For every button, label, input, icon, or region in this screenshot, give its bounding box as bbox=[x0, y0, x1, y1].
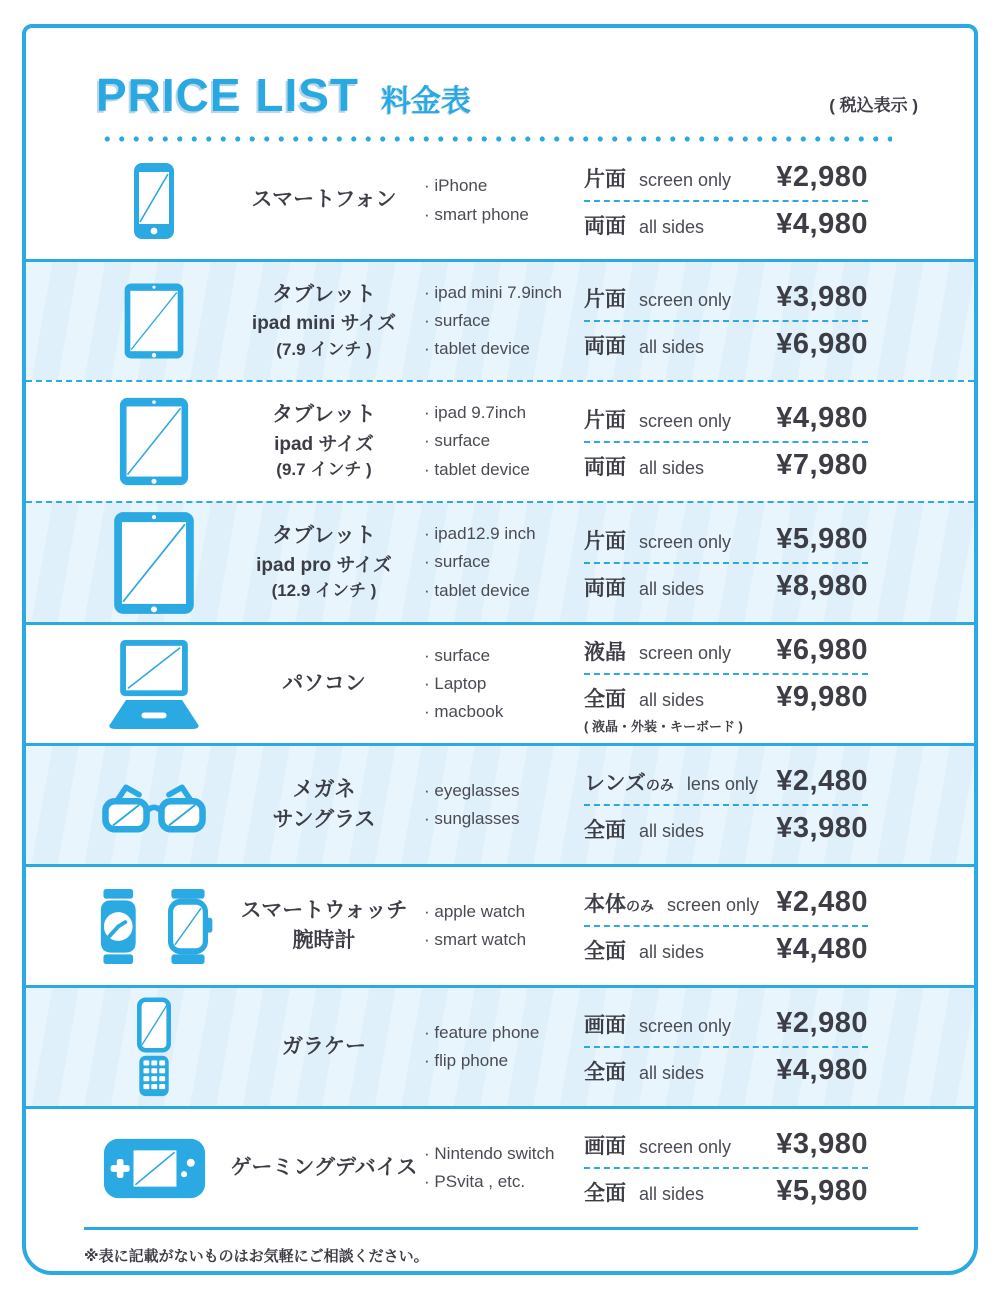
price-label-jp: 片面 bbox=[584, 288, 626, 311]
price-label-en: all sides bbox=[639, 942, 705, 962]
price-main bbox=[584, 812, 868, 845]
item-examples bbox=[424, 1019, 584, 1075]
item-name-line: ipad mini サイズ bbox=[251, 313, 397, 335]
price-value: ¥3,980 bbox=[776, 281, 868, 313]
price-label-en: all sides bbox=[639, 1184, 705, 1204]
item-name-line: タブレット bbox=[272, 403, 376, 427]
item-examples bbox=[424, 520, 584, 604]
price-main bbox=[584, 886, 868, 919]
price-row bbox=[26, 259, 974, 380]
price-line bbox=[584, 628, 868, 673]
item-name-line: ガラケー bbox=[282, 1034, 366, 1058]
price-label-jp: 両面 bbox=[584, 335, 626, 358]
price-block bbox=[584, 275, 868, 367]
page-title: PRICE LIST bbox=[96, 69, 360, 121]
price-block bbox=[584, 880, 868, 972]
price-label-en: all sides bbox=[639, 216, 705, 237]
price-main bbox=[584, 208, 868, 241]
price-block bbox=[584, 1001, 868, 1093]
gaming-device-icon bbox=[84, 1134, 224, 1203]
price-line bbox=[584, 441, 868, 488]
item-name-line: スマートウォッチ bbox=[240, 898, 408, 922]
price-value: ¥4,980 bbox=[776, 1054, 868, 1086]
item-name-line: ipad サイズ bbox=[274, 433, 374, 455]
item-name bbox=[224, 775, 424, 836]
price-label-jp: 片面 bbox=[584, 167, 626, 191]
price-main bbox=[584, 933, 868, 966]
price-line bbox=[584, 759, 868, 804]
item-examples bbox=[424, 898, 584, 954]
price-main bbox=[584, 449, 868, 482]
price-value: ¥2,980 bbox=[776, 160, 868, 193]
price-rows bbox=[26, 142, 974, 1227]
price-value: ¥3,980 bbox=[776, 1128, 868, 1160]
price-label-jp: 本体のみ bbox=[584, 893, 654, 916]
example-item: · iPhone bbox=[424, 172, 584, 200]
tax-included-note: ( 税込表示 ) bbox=[829, 96, 918, 115]
price-main bbox=[584, 402, 868, 435]
glasses-icon bbox=[84, 772, 224, 838]
price-value: ¥3,980 bbox=[776, 812, 868, 844]
item-name-line: タブレット bbox=[272, 282, 376, 306]
footer bbox=[26, 1227, 974, 1271]
price-block bbox=[584, 155, 868, 247]
price-line bbox=[584, 1001, 868, 1046]
price-block bbox=[584, 517, 868, 609]
item-name-line: タブレット bbox=[272, 524, 376, 548]
price-label-jp-suffix: のみ bbox=[645, 777, 674, 793]
price-line bbox=[584, 562, 868, 609]
item-name-line: 腕時計 bbox=[292, 929, 356, 952]
item-name-line: スマートフォン bbox=[251, 188, 397, 212]
price-row bbox=[26, 864, 974, 985]
example-item: · smart phone bbox=[424, 201, 584, 229]
example-item: · Nintendo switch bbox=[424, 1140, 584, 1168]
price-value: ¥4,480 bbox=[776, 933, 868, 965]
item-examples bbox=[424, 399, 584, 483]
price-label-en: screen only bbox=[639, 290, 732, 310]
item-name-line: (12.9 インチ ) bbox=[271, 581, 377, 601]
price-main bbox=[584, 281, 868, 314]
price-label-en: all sides bbox=[639, 578, 705, 599]
item-name-line: パソコン bbox=[282, 671, 366, 695]
price-line bbox=[584, 925, 868, 972]
flip-phone-icon bbox=[84, 997, 224, 1098]
item-name bbox=[224, 185, 424, 215]
price-row bbox=[26, 622, 974, 743]
price-row bbox=[26, 501, 974, 622]
price-label-en: all sides bbox=[639, 689, 705, 710]
example-item: · surface bbox=[424, 548, 584, 576]
price-value: ¥7,980 bbox=[776, 448, 868, 481]
price-main bbox=[584, 523, 868, 556]
item-name-line: (9.7 インチ ) bbox=[276, 460, 372, 480]
price-row bbox=[26, 380, 974, 501]
price-block bbox=[584, 1122, 868, 1214]
example-item: · smart watch bbox=[424, 926, 584, 954]
price-label-jp: 全面 bbox=[584, 1061, 626, 1084]
price-row bbox=[26, 142, 974, 259]
price-block bbox=[584, 396, 868, 488]
price-label-en: all sides bbox=[639, 337, 705, 357]
item-name-line: メガネ bbox=[292, 777, 356, 801]
price-line bbox=[584, 275, 868, 320]
price-label-en: screen only bbox=[639, 1137, 732, 1157]
example-item: · tablet device bbox=[424, 456, 584, 484]
price-row bbox=[26, 985, 974, 1106]
price-value: ¥2,480 bbox=[776, 886, 868, 918]
example-item: · tablet device bbox=[424, 577, 584, 605]
price-line bbox=[584, 1122, 868, 1167]
price-note: ( 液晶・外装・キーボード ) bbox=[584, 718, 743, 734]
price-block bbox=[584, 628, 868, 741]
price-label-en: lens only bbox=[686, 774, 758, 794]
smartphone-icon bbox=[84, 161, 224, 241]
price-label-jp: レンズのみ bbox=[584, 772, 674, 795]
price-label-jp: 全面 bbox=[584, 687, 626, 711]
item-name-line: (7.9 インチ ) bbox=[276, 339, 372, 359]
price-value: ¥9,980 bbox=[776, 680, 868, 713]
example-item: · macbook bbox=[424, 698, 584, 726]
item-name-line: ipad pro サイズ bbox=[256, 554, 392, 576]
tablet-icon bbox=[84, 395, 224, 488]
item-examples bbox=[424, 777, 584, 833]
example-item: · surface bbox=[424, 427, 584, 455]
price-label-jp: 両面 bbox=[584, 214, 626, 238]
example-item: · ipad 9.7inch bbox=[424, 399, 584, 427]
laptop-icon bbox=[84, 636, 224, 733]
price-main bbox=[584, 328, 868, 361]
price-label-jp: 画面 bbox=[584, 1135, 626, 1158]
price-main bbox=[584, 765, 868, 798]
example-item: · ipad mini 7.9inch bbox=[424, 279, 584, 307]
price-value: ¥6,980 bbox=[776, 633, 868, 666]
example-item: · surface bbox=[424, 307, 584, 335]
price-label-jp: 両面 bbox=[584, 576, 626, 600]
price-label-jp: 全面 bbox=[584, 940, 626, 963]
price-main bbox=[584, 1054, 868, 1087]
example-item: · tablet device bbox=[424, 335, 584, 363]
example-item: · eyeglasses bbox=[424, 777, 584, 805]
item-name bbox=[224, 521, 424, 604]
price-value: ¥5,980 bbox=[776, 522, 868, 555]
price-line bbox=[584, 1046, 868, 1093]
price-label-jp: 片面 bbox=[584, 529, 626, 553]
price-label-en: all sides bbox=[639, 1063, 705, 1083]
header bbox=[26, 28, 974, 142]
example-item: · surface bbox=[424, 642, 584, 670]
price-line bbox=[584, 673, 868, 741]
item-examples bbox=[424, 1140, 584, 1196]
item-name bbox=[224, 896, 424, 957]
item-name bbox=[224, 1032, 424, 1062]
price-value: ¥4,980 bbox=[776, 207, 868, 240]
price-label-en: screen only bbox=[639, 642, 732, 663]
price-row bbox=[26, 1106, 974, 1227]
price-line bbox=[584, 200, 868, 247]
example-item: · Laptop bbox=[424, 670, 584, 698]
price-line bbox=[584, 155, 868, 200]
price-label-en: screen only bbox=[639, 169, 732, 190]
price-line bbox=[584, 396, 868, 441]
item-name-line: ゲーミングデバイス bbox=[230, 1155, 418, 1179]
example-item: · flip phone bbox=[424, 1047, 584, 1075]
price-line bbox=[584, 1167, 868, 1214]
price-value: ¥5,980 bbox=[776, 1175, 868, 1207]
price-block bbox=[584, 759, 868, 851]
price-main bbox=[584, 1007, 868, 1040]
item-name bbox=[224, 1153, 424, 1183]
price-main bbox=[584, 1175, 868, 1208]
price-label-jp: 片面 bbox=[584, 408, 626, 432]
price-row bbox=[26, 743, 974, 864]
example-item: · ipad12.9 inch bbox=[424, 520, 584, 548]
item-name bbox=[224, 400, 424, 483]
item-examples bbox=[424, 279, 584, 363]
price-label-en: all sides bbox=[639, 821, 705, 841]
item-name bbox=[224, 280, 424, 363]
price-line bbox=[584, 320, 868, 367]
example-item: · PSvita , etc. bbox=[424, 1168, 584, 1196]
price-line bbox=[584, 880, 868, 925]
price-value: ¥4,980 bbox=[776, 401, 868, 434]
price-label-jp: 全面 bbox=[584, 819, 626, 842]
price-label-en: screen only bbox=[667, 895, 760, 915]
price-label-en: screen only bbox=[639, 410, 732, 431]
page-title-jp: 料金表 bbox=[381, 85, 472, 118]
price-label-en: screen only bbox=[639, 1016, 732, 1036]
price-main bbox=[584, 161, 868, 194]
tablet-pro-icon bbox=[84, 509, 224, 617]
example-item: · feature phone bbox=[424, 1019, 584, 1047]
price-main bbox=[584, 1128, 868, 1161]
price-main bbox=[584, 634, 868, 667]
price-label-jp-suffix: のみ bbox=[626, 898, 654, 914]
tablet-mini-icon bbox=[84, 281, 224, 361]
price-main bbox=[584, 570, 868, 603]
price-main bbox=[584, 681, 868, 714]
item-examples bbox=[424, 642, 584, 726]
price-value: ¥2,480 bbox=[776, 765, 868, 797]
price-label-jp: 画面 bbox=[584, 1014, 626, 1037]
price-value: ¥2,980 bbox=[776, 1007, 868, 1039]
example-item: · sunglasses bbox=[424, 805, 584, 833]
price-label-jp: 両面 bbox=[584, 455, 626, 479]
item-examples bbox=[424, 172, 584, 228]
item-name bbox=[224, 669, 424, 699]
price-line bbox=[584, 517, 868, 562]
price-label-jp: 液晶 bbox=[584, 640, 626, 664]
price-list-card bbox=[22, 24, 978, 1275]
price-label-en: screen only bbox=[639, 531, 732, 552]
price-value: ¥8,980 bbox=[776, 569, 868, 602]
price-value: ¥6,980 bbox=[776, 328, 868, 360]
watch-icon bbox=[84, 887, 224, 966]
price-label-en: all sides bbox=[639, 457, 705, 478]
price-line bbox=[584, 804, 868, 851]
item-name-line: サングラス bbox=[272, 808, 376, 831]
price-label-jp: 全面 bbox=[584, 1182, 626, 1205]
example-item: · apple watch bbox=[424, 898, 584, 926]
footer-note: ※表に記載がないものはお気軽にご相談ください。 bbox=[84, 1248, 429, 1265]
